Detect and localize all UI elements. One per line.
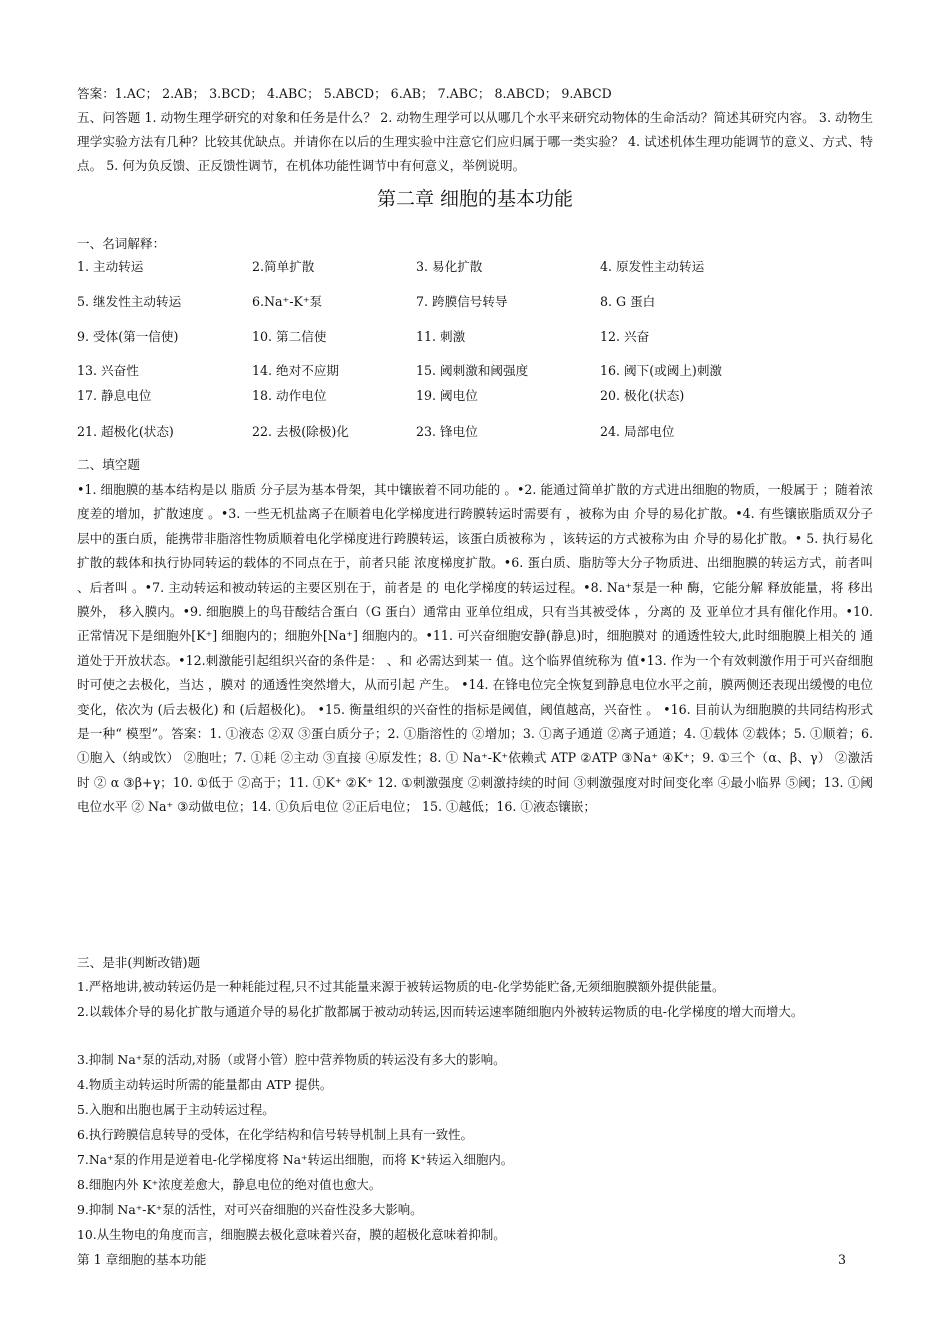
term-item: 5. 继发性主动转运 <box>77 294 182 309</box>
term-item: 18. 动作电位 <box>252 388 327 403</box>
term-item: 3. 易化扩散 <box>416 259 483 274</box>
term-item: 1. 主动转运 <box>77 259 144 274</box>
term-item: 6.Na⁺-K⁺泵 <box>252 294 323 309</box>
term-item: 19. 阈电位 <box>416 388 478 403</box>
term-item: 20. 极化(状态) <box>600 388 685 403</box>
judgment-item: 5.入胞和出胞也属于主动转运过程。 <box>77 1102 275 1117</box>
judgment-item: 3.抑制 Na⁺泵的活动,对肠（或肾小管）腔中营养物质的转运没有多大的影响。 <box>77 1052 506 1067</box>
judgment-item: 9.抑制 Na⁺-K⁺泵的活性，对可兴奋细胞的兴奋性没多大影响。 <box>77 1202 423 1217</box>
section1-heading: 一、名词解释： <box>77 236 166 251</box>
judgment-item: 6.执行跨膜信息转导的受体，在化学结构和信号转导机制上具有一致性。 <box>77 1127 473 1142</box>
judgment-item: 4.物质主动转运时所需的能量都由 ATP 提供。 <box>77 1077 333 1092</box>
term-item: 24. 局部电位 <box>600 424 675 439</box>
term-item: 2.简单扩散 <box>252 259 315 274</box>
section2-heading: 二、填空题 <box>77 457 140 472</box>
term-item: 4. 原发性主动转运 <box>600 259 705 274</box>
section5-questions: 五、问答题 1. 动物生理学研究的对象和任务是什么？ 2. 动物生理学可以从哪几个水平来研究动物体的生命活动？简述其研究内容。 3. 动物生理学实验方法有几种？比较其优缺点。并请你在以后的生理实验中注意它们应归属于哪一类实验？ 4. 试述机体生理功能调节的意义、方式、特点。 5. 何为负反馈、正反馈性调节，在机体功能性调节中有何意义，举例说明。 <box>77 110 873 173</box>
judgment-item: 7.Na⁺泵的作用是逆着电-化学梯度将 Na⁺转运出细胞，而将 K⁺转运入细胞内。 <box>77 1152 514 1167</box>
term-item: 13. 兴奋性 <box>77 363 139 378</box>
term-item: 10. 第二信使 <box>252 329 327 344</box>
term-item: 15. 阈刺激和阈强度 <box>416 363 529 378</box>
term-item: 14. 绝对不应期 <box>252 363 340 378</box>
chapter-title: 第二章 细胞的基本功能 <box>376 188 574 210</box>
answers-line: 答案：1.AC； 2.AB； 3.BCD； 4.ABC； 5.ABCD； 6.AB； 7.ABC； 8.ABCD； 9.ABCD <box>77 86 612 101</box>
term-item: 9. 受体(第一信使) <box>77 329 179 344</box>
term-item: 8. G 蛋白 <box>600 294 656 309</box>
judgment-item: 8.细胞内外 K⁺浓度差愈大，静息电位的绝对值也愈大。 <box>77 1177 382 1192</box>
term-item: 12. 兴奋 <box>600 329 650 344</box>
judgment-item: 10.从生物电的角度而言，细胞膜去极化意味着兴奋，膜的超极化意味着抑制。 <box>77 1227 506 1242</box>
judgment-item: 1.严格地讲,被动转运仍是一种耗能过程,只不过其能量来源于被转运物质的电-化学势能贮备,无须细胞膜额外提供能量。 <box>77 979 725 994</box>
term-item: 23. 锋电位 <box>416 424 478 439</box>
term-item: 16. 阈下(或阈上)刺激 <box>600 363 723 378</box>
term-item: 21. 超极化(状态) <box>77 424 174 439</box>
term-item: 7. 跨膜信号转导 <box>416 294 508 309</box>
term-item: 17. 静息电位 <box>77 388 152 403</box>
term-item: 22. 去极(除极)化 <box>252 424 349 439</box>
judgment-item: 2.以载体介导的易化扩散与通道介导的易化扩散都属于被动动转运,因而转运速率随细胞内外被转运物质的电-化学梯度的增大而增大。 <box>77 1004 804 1019</box>
fill-in-blanks-text: •1. 细胞膜的基本结构是以 脂质 分子层为基本骨架，其中镶嵌着不同功能的 。•2. 能通过简单扩散的方式进出细胞的物质，一般属于 ；随着浓度差的增加，扩散速度 。•3. 一些无机盐离子在顺着电化学梯度进行跨膜转运时需要有 ，被称为由 介导的易化扩散。•4. 有些镶嵌脂质双分子层中的蛋白质，能携带非脂溶性物质顺着电化学梯度进行跨膜转运，该蛋白质被称为 ，该转运的方式被称为由 介导的易化扩散。• 5. 执行易化扩散的载体和执行协同转运的载体的不同点在于，前者只能 浓度梯度扩散。•6. 蛋白质、脂肪等大分子物质进、出细胞膜的转运方式，前者叫 、后者叫 。•7. 主动转运和被动转运的主要区别在于，前者是 的 电化学梯度的转运过程。•8. Na⁺泵是一种 酶，它能分解 释放能量，将 移出膜外， 移入膜内。•9. 细胞膜上的鸟苷酸结合蛋白（G 蛋白）通常由 亚单位组成，只有当其被受体 ，分离的 及 亚单位才具有催化作用。•10. 正常情况下是细胞外[K⁺] 细胞内的；细胞外[Na⁺] 细胞内的。•11. 可兴奋细胞安静(静息)时，细胞膜对 的通透性较大,此时细胞膜上相关的 通道处于开放状态。•12.刺激能引起组织兴奋的条件是： 、和 必需达到某一 值。这个临界值统称为 值•13. 作为一个有效刺激作用于可兴奋细胞时可使之去极化，当达 ，膜对 的通透性突然增大，从而引起 产生。 •14. 在锋电位完全恢复到静息电位水平之前，膜两侧还表现出缓慢的电位变化，依次为 (后去极化) 和 (后超极化)。 •15. 衡量组织的兴奋性的指标是阈值，阈值越高，兴奋性 。 •16. 目前认为细胞膜的共同结构形式是一种“ 模型”。答案：1. ①液态 ②双 ③蛋白质分子；2. ①脂溶性的 ②增加；3. ①离子通道 ②离子通道；4. ①载体 ②载体；5. ①顺着；6. ①胞入（纳或饮） ②胞吐；7. ①耗 ②主动 ③直接 ④原发性；8. ① Na⁺-K⁺依赖式 ATP ②ATP ③Na⁺ ④K⁺；9. ①三个（α、β、γ） ②激活时 ② α ③β+γ；10. ①低于 ②高于；11. ①K⁺ ②K⁺ 12. ①刺激强度 ②刺激持续的时间 ③刺激强度对时间变化率 ④最小临界 ⑤阈；13. ①阈电位水平 ② Na⁺ ③动做电位；14. ①负后电位 ②正后电位； 15. ①越低；16. ①液态镶嵌； <box>77 482 873 815</box>
section3-heading: 三、是非(判断改错)题 <box>77 955 201 970</box>
page-number: 3 <box>838 1252 847 1267</box>
term-item: 11. 刺激 <box>416 329 466 344</box>
footer-chapter: 第 1 章细胞的基本功能 <box>77 1252 207 1267</box>
